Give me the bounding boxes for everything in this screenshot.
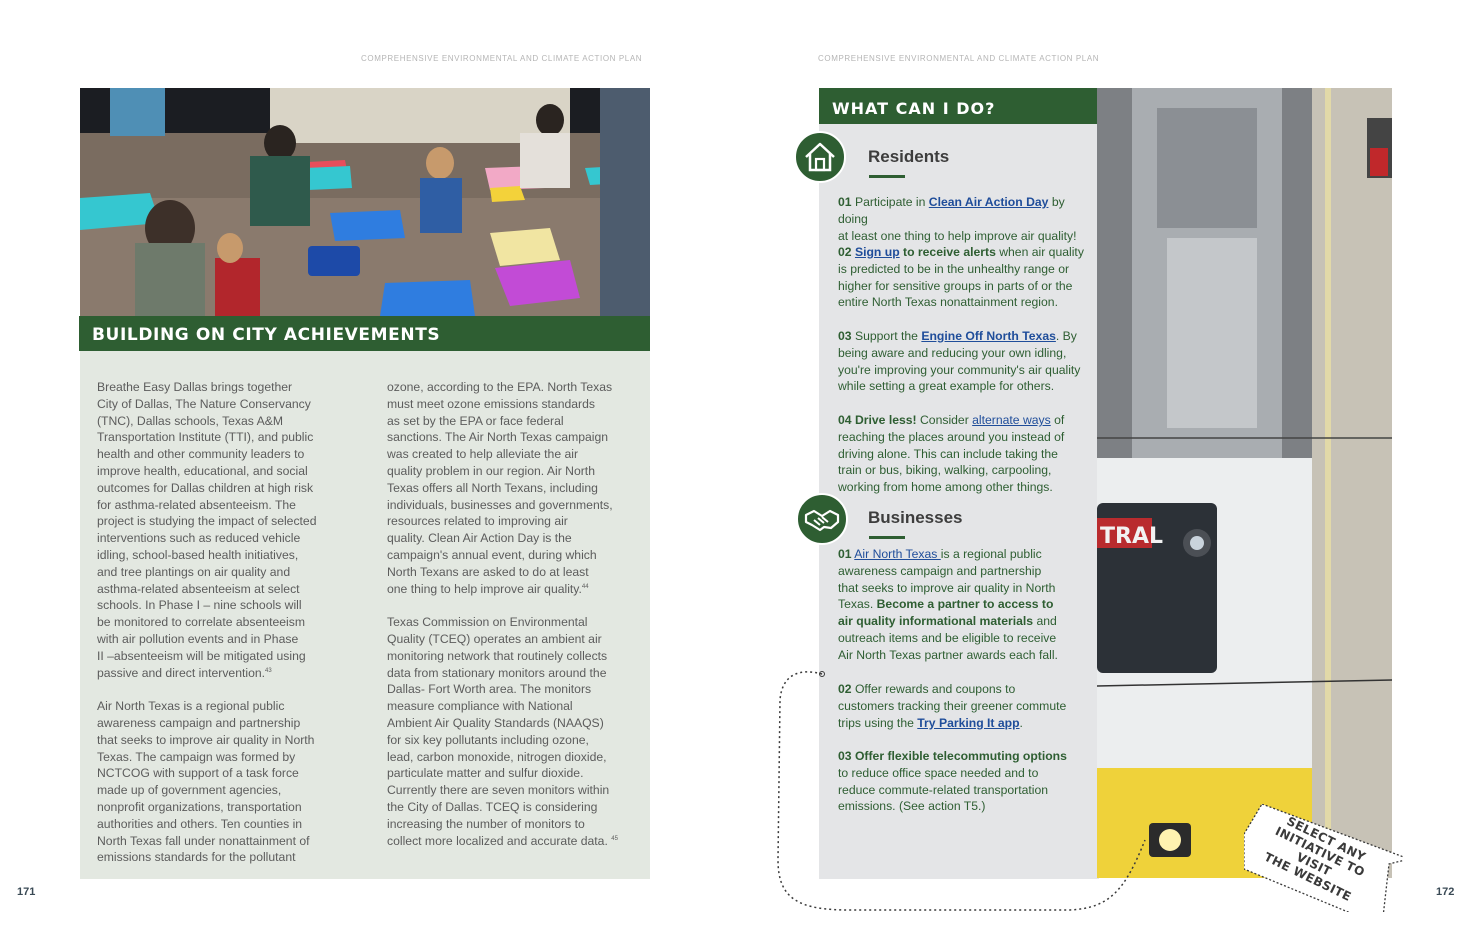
businesses-title-rule	[869, 536, 905, 539]
item-text: Participate in	[851, 195, 929, 209]
tceq-text: Texas Commission on Environmental Quality (TCEQ) operates an ambient air monitoring network that routinely collects data from stationary monitors around the Dallas- Fort Worth area. The monitors measure compliance with National Ambient Air Quality Standards (NAAQS) for six key pollutants including ozone, lead, carbon monoxide, nitrogen dioxide, particulate matter and sulfur dioxide. Currently there are seven monitors within the City of Dallas. TCEQ is considering increasing the number of monitors to collect more localized and accurate data.	[387, 615, 610, 848]
sign-up-link[interactable]: Sign up	[854, 245, 900, 259]
item-text: .	[1019, 715, 1023, 730]
right-section-title: WHAT CAN I DO?	[832, 99, 996, 118]
breathe-easy-text: Breathe Easy Dallas brings together City of Dallas, The Nature Conservancy (TNC), Dallas schools, Texas A&M Transportation Institute (TTI), and public health and other community leaders to improve health, educational, and social outcomes for Dallas children at high risk for asthma-related absenteeism. The project is studying the impact of selected interventions such as reduced vehicle idling, school-based health initiatives, and tree plantings on air quality and asthma-related absenteeism at select schools. In Phase I – nine schools will be monitored to correlate absenteeism with air pollution events and in Phase II –absenteeism will be mitigated using passive and direct intervention.	[97, 380, 317, 680]
tceq-paragraph	[387, 614, 637, 849]
breathe-easy-paragraph	[97, 379, 347, 681]
businesses-item-01	[838, 546, 1094, 664]
item-number: 02	[838, 682, 852, 696]
item-text: is a regional public awareness campaign and partnership that seeks to improve air quality in North Texas.	[838, 547, 1056, 612]
item-text: to reduce office space needed and to reduce commute-related transportation emissions. (See action T5.)	[838, 765, 1049, 814]
residents-item-04	[838, 412, 1094, 496]
residents-item-01	[838, 194, 1094, 244]
ozone-text: ozone, according to the EPA. North Texas must meet ozone emissions standards as set by the EPA or face federal sanctions. The Air North Texas campaign was created to help alleviate the air quality problem in our region. Air North Texas offers all North Texans, including individuals, businesses and governments, resources related to improving air quality. Clean Air Action Day is the campaign's annual event, during which North Texans are asked to do at least one thing to help improve air quality.	[387, 380, 613, 596]
item-text: of reaching the places around you instead of driving alone. This can include taking the train or bus, biking, walking, carpooling, working from home among other things.	[838, 413, 1065, 495]
handshake-icon	[796, 493, 848, 545]
residents-title: Residents	[868, 147, 950, 166]
left-section-title: BUILDING ON CITY ACHIEVEMENTS	[92, 325, 441, 345]
page-number-right: 172	[1436, 886, 1455, 898]
dotted-callout-line	[770, 660, 1190, 920]
item-text: . By being aware and reducing your own idling, you're improving your community's air quality while setting a great example for others.	[838, 329, 1081, 394]
item-bold-text: Become a partner to access to air quality informational materials	[838, 597, 1054, 629]
engine-off-north-texas-link[interactable]: Engine Off North Texas	[921, 329, 1056, 343]
item-number: 04	[838, 413, 852, 427]
running-header-left: COMPREHENSIVE ENVIRONMENTAL AND CLIMATE ACTION PLAN	[361, 54, 643, 63]
item-bold-text: to receive alerts	[899, 245, 996, 259]
item-text: Offer rewards and coupons to customers tracking their greener commute trips using the	[838, 682, 1067, 730]
running-header-right: COMPREHENSIVE ENVIRONMENTAL AND CLIMATE ACTION PLAN	[818, 54, 1100, 63]
footnote-ref: 43	[265, 667, 272, 674]
footnote-ref: 45	[611, 835, 618, 842]
item-text: by doing at least one thing to help improve air quality!	[838, 195, 1077, 243]
website-callout-text: SELECT ANY INITIATIVE TO VISIT THE WEBSITE	[1261, 814, 1368, 905]
alternate-ways-link[interactable]: alternate ways	[972, 413, 1051, 427]
item-text: Support the	[851, 329, 922, 343]
page-number-left: 171	[17, 886, 36, 898]
item-text: and outreach items and be eligible to receive Air North Texas partner awards each fall.	[838, 614, 1058, 662]
clean-air-action-day-link[interactable]: Clean Air Action Day	[928, 195, 1049, 209]
left-section-banner	[79, 316, 650, 351]
ozone-paragraph	[387, 379, 637, 597]
businesses-title: Businesses	[868, 508, 963, 527]
item-bold-text: Drive less!	[851, 413, 917, 427]
item-number: 03	[838, 749, 852, 763]
residents-item-03	[838, 328, 1094, 395]
air-north-texas-link[interactable]: Air North Texas	[854, 547, 941, 561]
left-column-2	[387, 379, 637, 866]
item-number: 03	[838, 329, 852, 343]
item-number: 01	[838, 195, 852, 209]
item-bold-text: Offer flexible telecommuting options	[851, 749, 1067, 763]
footnote-ref: 44	[581, 583, 589, 590]
house-icon	[794, 131, 846, 183]
left-text-panel	[80, 351, 650, 879]
train-sign: TRAL	[1100, 524, 1163, 549]
try-parking-it-link[interactable]: Try Parking It app	[917, 715, 1020, 730]
item-number: 02	[838, 245, 852, 259]
residents-item-02	[838, 244, 1094, 311]
item-number: 01	[838, 547, 852, 561]
right-section-banner	[819, 88, 1097, 124]
air-north-texas-paragraph: Air North Texas is a regional public awareness campaign and partnership that seeks to improve air quality in North Texas. The campaign was formed by NCTCOG with support of a task force made up of government agencies, nonprofit organizations, transportation authorities and others. Ten counties in North Texas fall under nonattainment of emissions standards for the pollutant	[97, 699, 315, 865]
children-event-photo	[80, 88, 650, 316]
left-column-1	[97, 379, 347, 883]
residents-title-rule	[869, 175, 905, 178]
item-text: Consider	[916, 413, 973, 427]
item-text: when air quality is predicted to be in the unhealthy range or higher for sensitive groups in parts of or the entire North Texas nonattainment region.	[838, 245, 1084, 310]
